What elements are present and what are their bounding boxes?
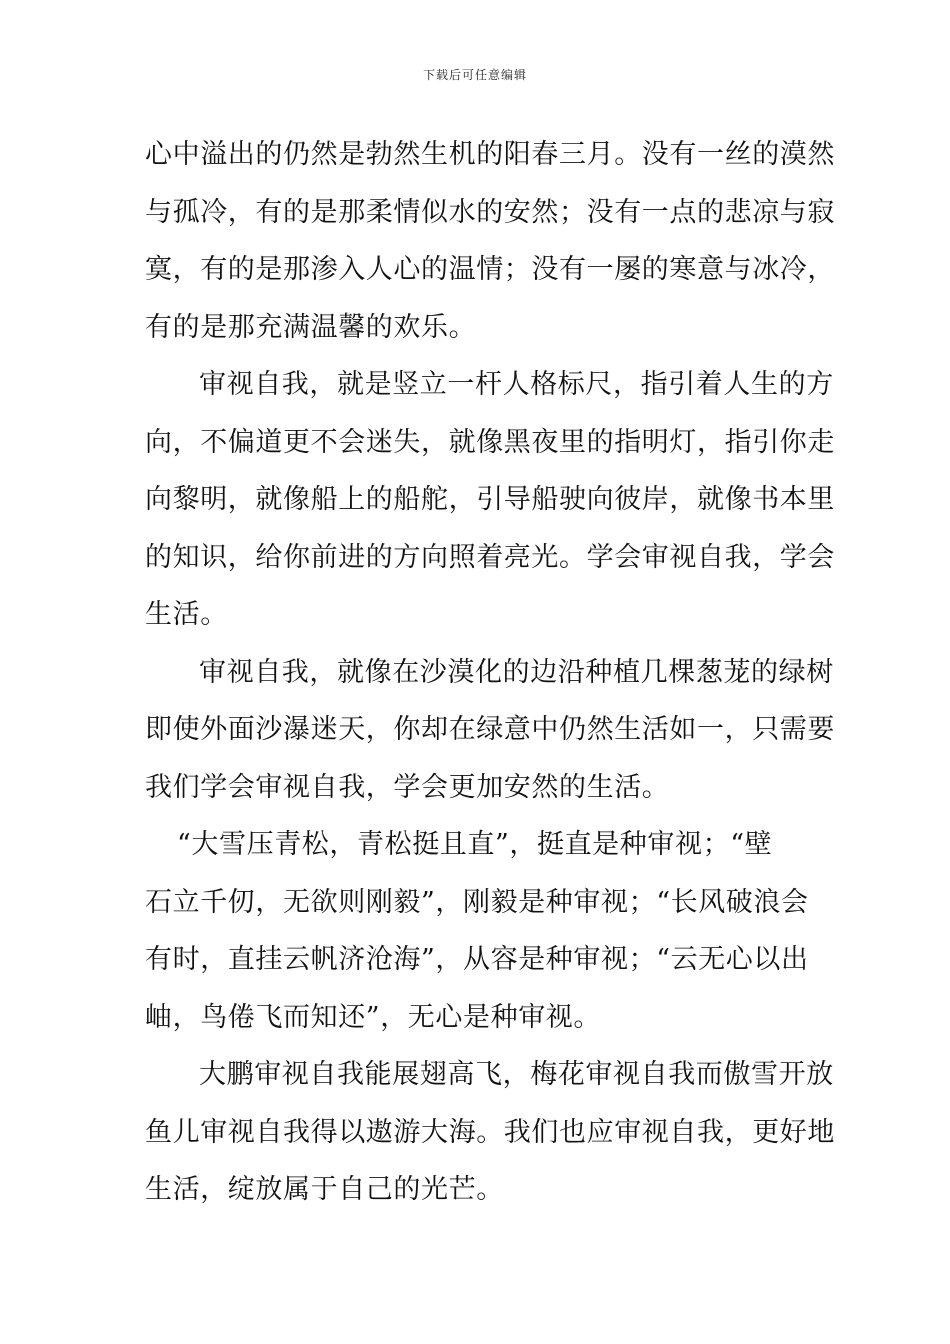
text-line: 向，不偏道更不会迷失，就像黑夜里的指明灯，指引你走 [145, 426, 835, 458]
text-line: 心中溢出的仍然是勃然生机的阳春三月。没有一丝的漠然 [145, 139, 835, 170]
text-line: 我们学会审视自我，学会更加安然的生活。 [145, 771, 670, 803]
text-line: 即使外面沙瀑迷天，你却在绿意中仍然生活如一，只需要 [145, 714, 835, 745]
text-line: 岫，鸟倦飞而知还”，无心是种审视。 [145, 1001, 602, 1033]
text-line: 生活。 [145, 599, 228, 630]
text-line: 有的是那充满温馨的欢乐。 [145, 311, 477, 343]
text-line: 有时，直挂云帆济沧海”，从容是种审视；“云无心以出 [145, 944, 809, 975]
text-line: 生活，绽放属于自己的光芒。 [145, 1174, 504, 1205]
document-body [145, 126, 835, 1219]
paragraph-first-line: 审视自我，就像在沙漠化的边沿种植几棵葱茏的绿树 [199, 656, 834, 688]
text-line: 寞，有的是那渗入人心的温情；没有一屡的寒意与冰冷， [145, 254, 835, 285]
text-line: 石立千仞，无欲则刚毅”，刚毅是种审视；“长风破浪会 [145, 886, 809, 918]
page-header: 下载后可任意编辑 [422, 68, 527, 82]
paragraph-first-line: “大雪压青松，青松挺且直”，挺直是种审视；“壁 [177, 829, 773, 860]
paragraph-first-line: 审视自我，就是竖立一杆人格标尺，指引着人生的方 [199, 369, 834, 400]
text-line: 的知识，给你前进的方向照着亮光。学会审视自我，学会 [145, 541, 835, 573]
text-line: 鱼儿审视自我得以遨游大海。我们也应审视自我，更好地 [145, 1116, 835, 1148]
paragraph-first-line: 大鹏审视自我能展翅高飞，梅花审视自我而傲雪开放 [199, 1059, 834, 1090]
text-line: 与孤冷，有的是那柔情似水的安然；没有一点的悲凉与寂 [145, 196, 835, 228]
text-line: 向黎明，就像船上的船舵，引导船驶向彼岸，就像书本里 [145, 484, 835, 515]
